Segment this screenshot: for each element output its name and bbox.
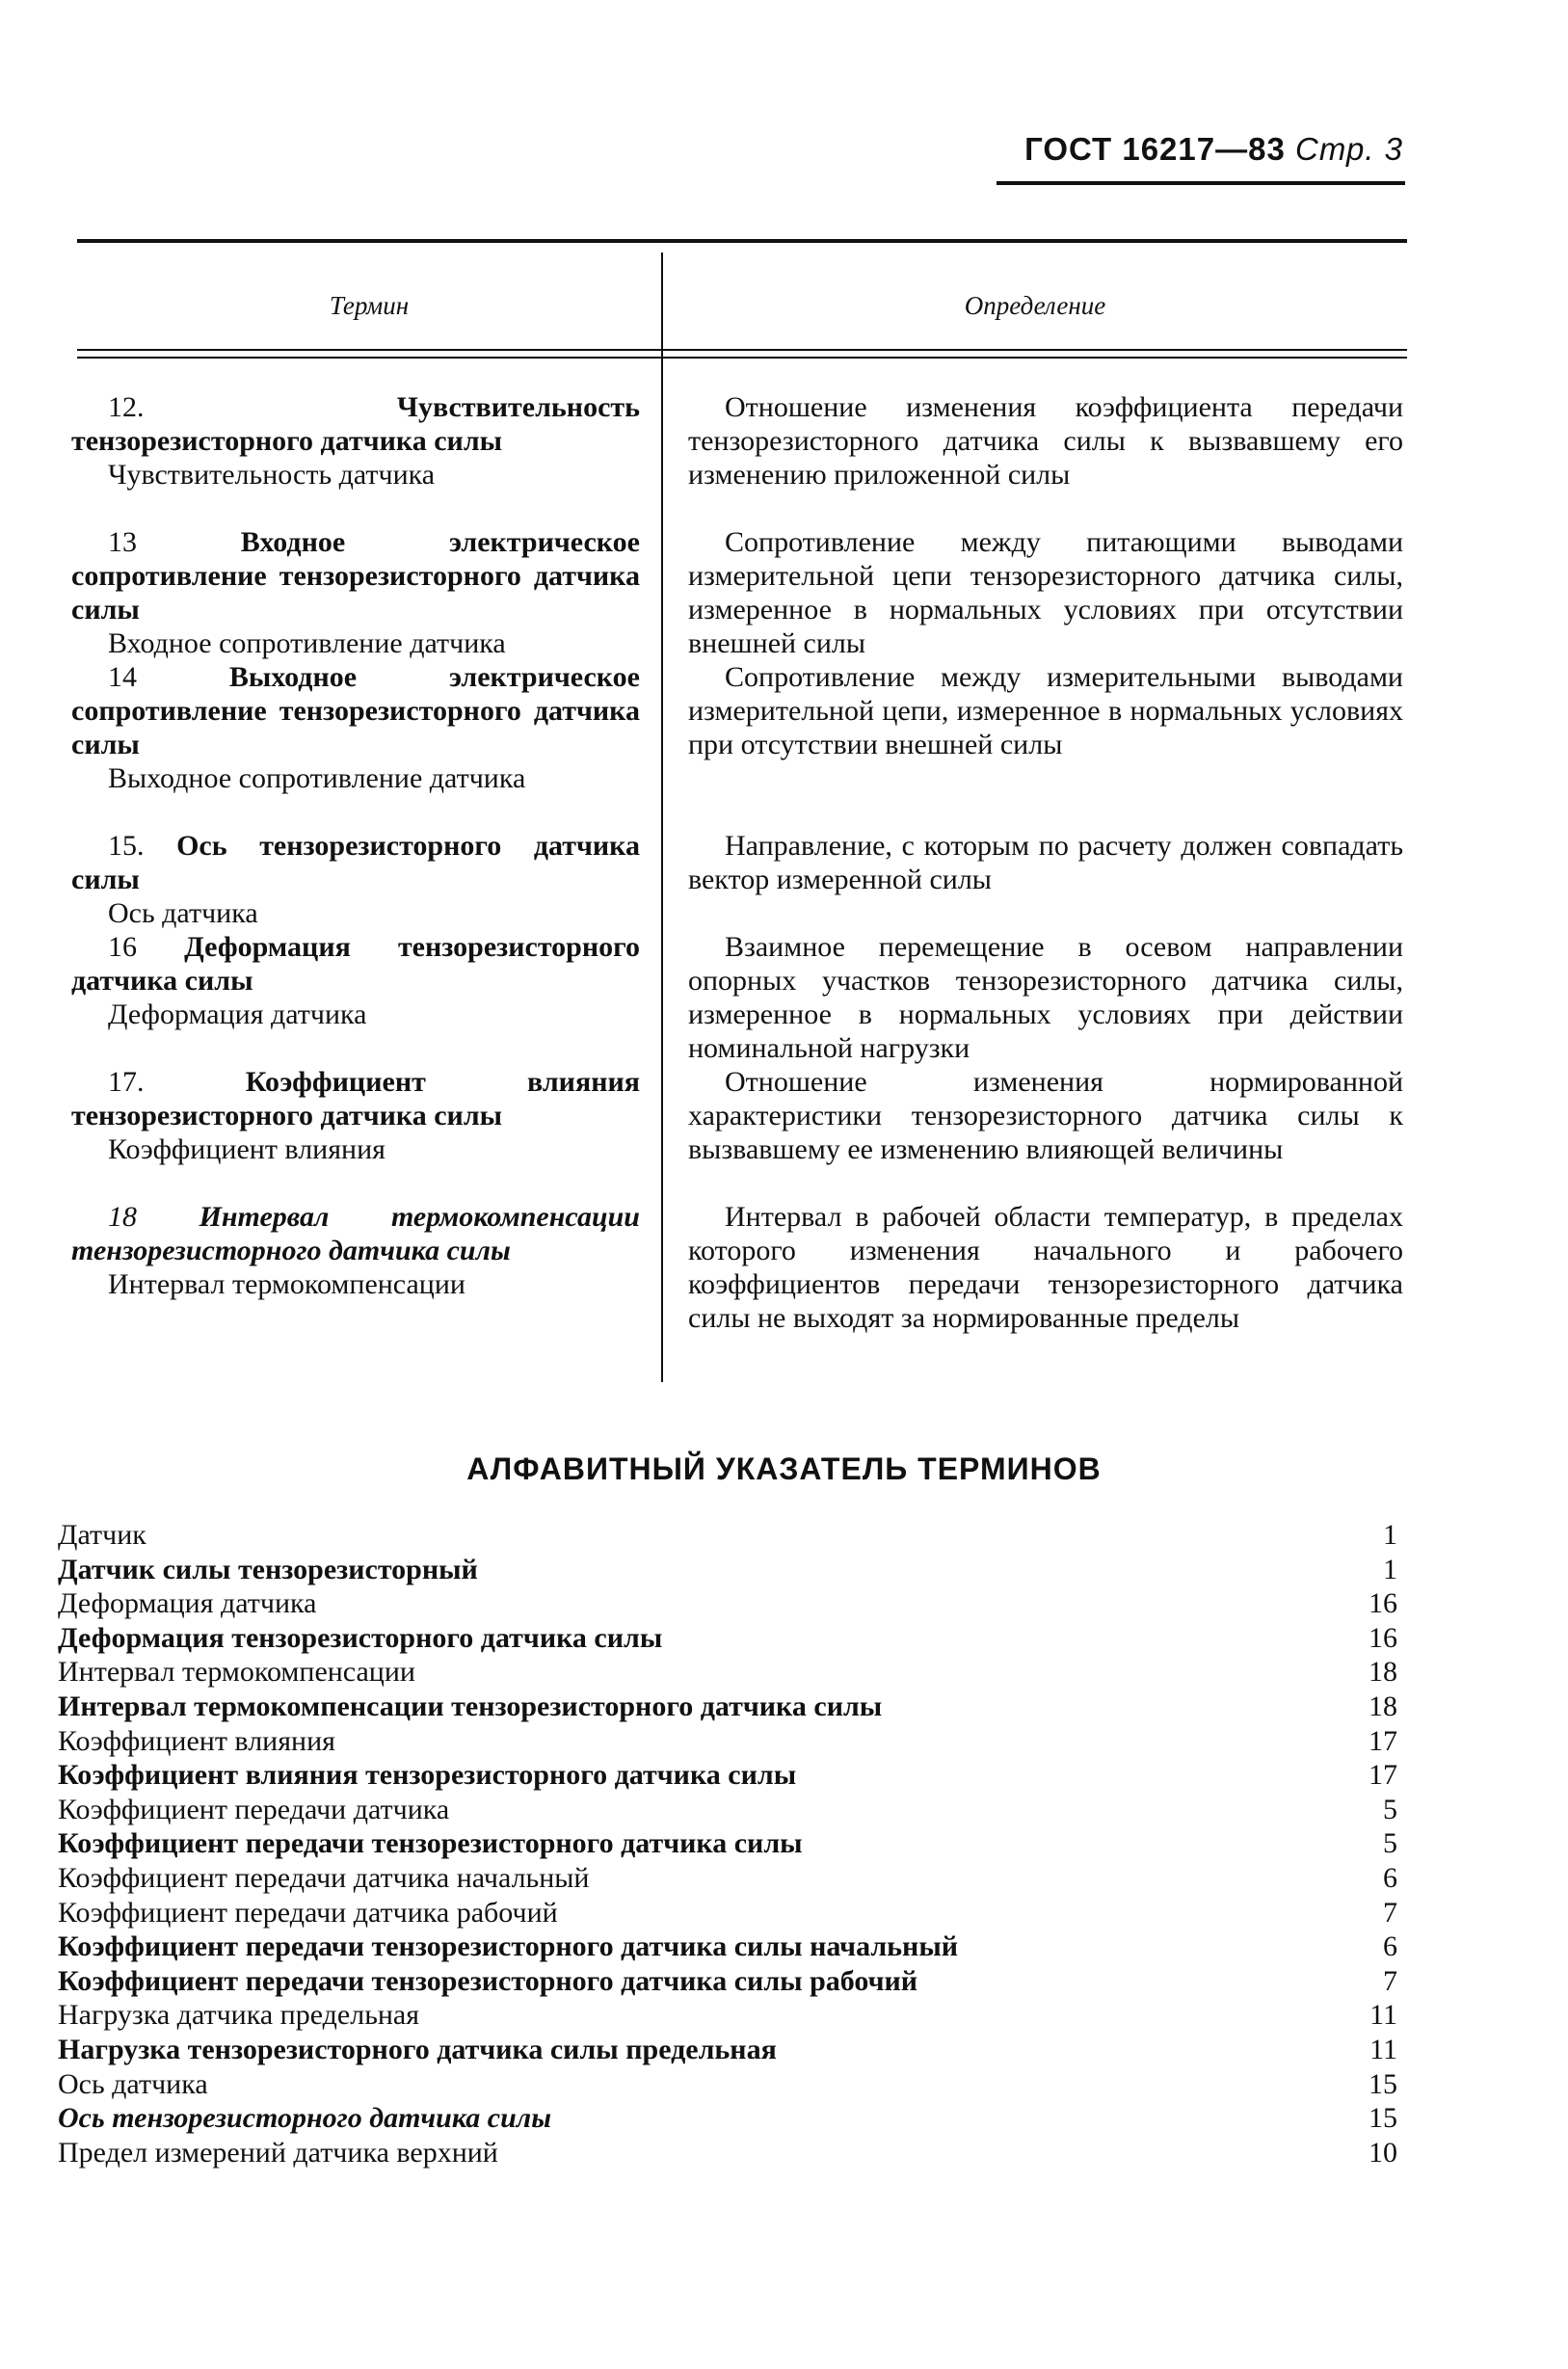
term-short-form: Коэффициент влияния xyxy=(108,1133,385,1165)
index-ref: 1 xyxy=(1383,1519,1397,1551)
term-text: Чувствительность тензорезисторного датчика силы xyxy=(71,391,640,457)
page-number: Стр. 3 xyxy=(1295,131,1403,167)
doc-code: ГОСТ 16217—83 xyxy=(1024,131,1286,167)
index-entry xyxy=(58,1998,1397,2033)
term-number: 17. xyxy=(108,1066,145,1098)
index-label: Ось тензорезисторного датчика силы xyxy=(58,2102,552,2135)
term-number: 18 xyxy=(108,1201,137,1233)
header-rule xyxy=(997,181,1405,185)
definition-text: Взаимное перемещение в осевом направлении опорных участков тензорезисторного датчика силы, измеренное в нормальных условиях при действии номинальной нагрузки xyxy=(688,931,1403,1064)
index-entry xyxy=(58,2101,1397,2136)
definition-text: Интервал в рабочей области температур, в пределах которого изменения начального и рабочего коэффициентов передачи тензорезисторного датчика силы не выходят за нормированные пределы xyxy=(688,1201,1403,1334)
index-label: Коэффициент передачи тензорезисторного датчика силы начальный xyxy=(58,1930,959,1963)
term-entry-16 xyxy=(71,930,640,1031)
definition-text: Сопротивление между питающими выводами измерительной цепи тензорезисторного датчика силы, измеренное в нормальных условиях при отсутствии внешней силы xyxy=(688,526,1403,659)
index-entry xyxy=(58,1586,1397,1621)
definition-text: Отношение изменения нормированной характеристики тензорезисторного датчика силы к вызвавшему ее изменению влияющей величины xyxy=(688,1066,1403,1165)
index-entry xyxy=(58,2067,1397,2102)
term-short-form: Интервал термокомпенсации xyxy=(108,1268,465,1300)
index-ref: 17 xyxy=(1369,1759,1397,1792)
index-entry xyxy=(58,1896,1397,1930)
index-ref: 7 xyxy=(1383,1964,1397,1997)
index-entry xyxy=(58,1861,1397,1896)
index-ref: 17 xyxy=(1369,1724,1397,1757)
term-title xyxy=(71,660,640,761)
index-ref: 1 xyxy=(1383,1553,1397,1585)
term-entry-14 xyxy=(71,660,640,795)
term-number: 16 xyxy=(108,931,137,963)
column-header-term: Термин xyxy=(329,291,410,320)
index-title: АЛФАВИТНЫЙ УКАЗАТЕЛЬ ТЕРМИНОВ xyxy=(466,1451,1102,1486)
table-header-rule-second xyxy=(77,357,1407,359)
index-ref: 6 xyxy=(1383,1861,1397,1894)
index-entry xyxy=(58,1758,1397,1793)
column-divider xyxy=(661,253,663,1382)
index-label: Датчик xyxy=(58,1519,146,1551)
index-label: Коэффициент влияния xyxy=(58,1724,335,1757)
term-entry-12 xyxy=(71,390,640,492)
term-title xyxy=(71,1200,640,1267)
term-number: 12. xyxy=(108,391,145,423)
index-entry xyxy=(58,2033,1397,2067)
index-ref: 15 xyxy=(1369,2067,1397,2100)
term-title xyxy=(71,525,640,626)
term-number: 13 xyxy=(108,526,137,558)
index-label: Интервал термокомпенсации xyxy=(58,1656,415,1689)
term-title xyxy=(71,390,640,458)
index-entry xyxy=(58,1655,1397,1690)
index-label: Ось датчика xyxy=(58,2067,208,2100)
index-label: Нагрузка тензорезисторного датчика силы предельная xyxy=(58,2033,777,2065)
index-label: Коэффициент влияния тензорезисторного датчика силы xyxy=(58,1759,797,1792)
term-number: 15. xyxy=(108,830,145,862)
index-entry xyxy=(58,1621,1397,1656)
table-top-rule xyxy=(77,239,1407,243)
index-ref: 11 xyxy=(1369,2033,1397,2065)
column-header-definition: Определение xyxy=(964,291,1106,320)
definition-entry-17 xyxy=(688,1065,1403,1166)
term-entry-15 xyxy=(71,829,640,930)
term-text: Деформация тензорезисторного датчика силы xyxy=(71,931,641,997)
index-ref: 6 xyxy=(1383,1930,1397,1963)
index-label: Коэффициент передачи датчика начальный xyxy=(58,1861,590,1894)
index-label: Нагрузка датчика предельная xyxy=(58,1999,420,2032)
index-label: Коэффициент передачи тензорезисторного датчика силы xyxy=(58,1827,803,1860)
index-ref: 5 xyxy=(1383,1793,1397,1825)
term-text: Выходное электрическое сопротивление тензорезисторного датчика силы xyxy=(71,661,640,760)
definition-text: Сопротивление между измерительными выводами измерительной цепи, измеренное в нормальных условиях при отсутствии внешней силы xyxy=(688,661,1403,760)
term-short-form: Входное сопротивление датчика xyxy=(108,627,506,659)
definition-text: Направление, с которым по расчету должен совпадать вектор измеренной силы xyxy=(688,830,1403,895)
term-number: 14 xyxy=(108,661,137,693)
index-list xyxy=(58,1518,1397,2169)
term-entry-18 xyxy=(71,1200,640,1301)
term-short-form: Деформация датчика xyxy=(108,998,367,1030)
page-header xyxy=(998,131,1403,168)
term-text: Ось тензорезисторного датчика силы xyxy=(71,830,641,895)
term-text: Коэффициент влияния тензорезисторного датчика силы xyxy=(71,1066,641,1131)
term-title xyxy=(71,930,640,998)
index-label: Деформация тензорезисторного датчика силы xyxy=(58,1621,663,1654)
index-label: Интервал термокомпенсации тензорезисторного датчика силы xyxy=(58,1690,883,1722)
index-ref: 18 xyxy=(1369,1656,1397,1689)
term-short-form: Выходное сопротивление датчика xyxy=(108,762,526,794)
term-entry-17 xyxy=(71,1065,640,1166)
term-short-form: Ось датчика xyxy=(108,897,258,929)
index-ref: 18 xyxy=(1369,1690,1397,1722)
index-entry xyxy=(58,1553,1397,1587)
term-entry-13 xyxy=(71,525,640,660)
index-entry xyxy=(58,1930,1397,1964)
index-entry xyxy=(58,1826,1397,1861)
table-header-rule xyxy=(77,349,1407,351)
index-ref: 15 xyxy=(1369,2102,1397,2135)
definition-entry-13 xyxy=(688,525,1403,660)
index-ref: 5 xyxy=(1383,1827,1397,1860)
index-label: Предел измерений датчика верхний xyxy=(58,2136,498,2169)
index-label: Коэффициент передачи тензорезисторного датчика силы рабочий xyxy=(58,1964,918,1997)
index-entry xyxy=(58,1724,1397,1759)
index-ref: 16 xyxy=(1369,1587,1397,1620)
definition-entry-18 xyxy=(688,1200,1403,1335)
index-label: Коэффициент передачи датчика рабочий xyxy=(58,1896,558,1929)
definition-entry-14 xyxy=(688,660,1403,761)
index-ref: 7 xyxy=(1383,1896,1397,1929)
term-text: Интервал термокомпенсации тензорезисторного датчика силы xyxy=(71,1201,640,1266)
index-entry xyxy=(58,1690,1397,1724)
term-short-form: Чувствительность датчика xyxy=(108,459,436,491)
index-ref: 16 xyxy=(1369,1621,1397,1654)
definition-entry-16 xyxy=(688,930,1403,1065)
term-title xyxy=(71,1065,640,1132)
term-text: Входное электрическое сопротивление тензорезисторного датчика силы xyxy=(71,526,640,626)
index-ref: 10 xyxy=(1369,2136,1397,2169)
definition-entry-12 xyxy=(688,390,1403,492)
index-label: Деформация датчика xyxy=(58,1587,317,1620)
index-entry xyxy=(58,2136,1397,2170)
index-entry xyxy=(58,1964,1397,1999)
index-label: Датчик силы тензорезисторный xyxy=(58,1553,478,1585)
definition-text: Отношение изменения коэффициента передачи тензорезисторного датчика силы к вызвавшему его изменению приложенной силы xyxy=(688,391,1403,491)
index-ref: 11 xyxy=(1369,1999,1397,2032)
term-title xyxy=(71,829,640,896)
index-label: Коэффициент передачи датчика xyxy=(58,1793,450,1825)
index-entry xyxy=(58,1793,1397,1827)
index-entry xyxy=(58,1518,1397,1553)
definition-entry-15 xyxy=(688,829,1403,896)
